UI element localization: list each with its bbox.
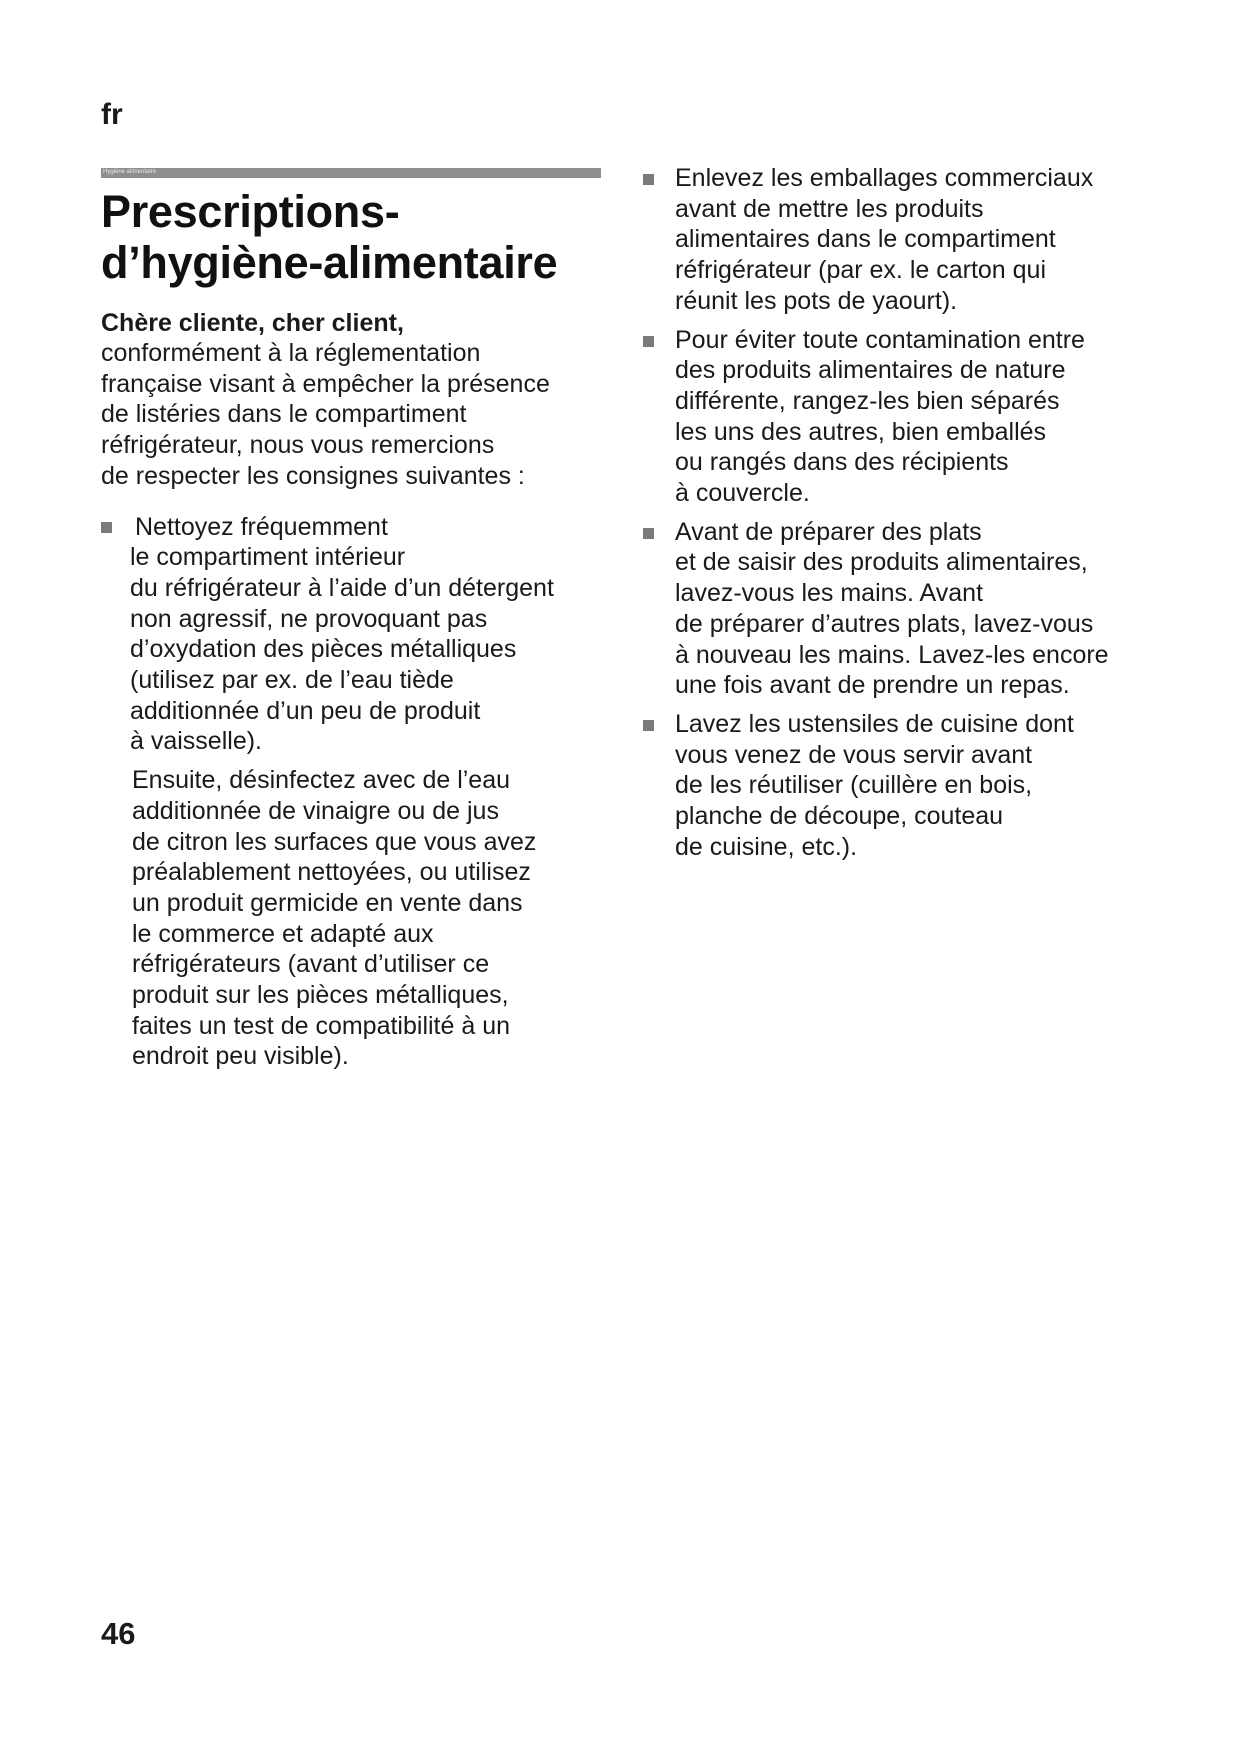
title-line: d’hygiène-alimentaire [101,237,558,288]
list-item-line: de préparer d’autres plats, lavez-vous [675,609,1094,638]
list-item-text [675,325,1141,509]
right-column [643,163,1141,870]
list-item-line: ou rangés dans des récipients [675,448,1009,477]
section-rule-caption: Hygiène alimentaire [103,169,157,175]
list-item-line: réfrigérateur (par ex. le carton qui [675,256,1047,285]
list-item-line: lavez-vous les mains. Avant [675,579,984,608]
list-item-line: planche de découpe, couteau [675,802,1004,831]
intro-line: conformément à la réglementation [101,339,481,367]
list-item [643,517,1141,701]
list-item [101,512,606,1073]
list-item-line: différente, rangez-les bien séparés [675,386,1060,415]
list-item-line: d’oxydation des pièces métalliques [130,635,517,664]
right-bullet-list [643,163,1141,862]
page-title [101,186,606,288]
intro-line: de respecter les consignes suivantes : [101,461,525,490]
paragraph-line: un produit germicide en vente dans [132,888,523,917]
paragraph-line: le commerce et adapté aux [132,919,434,948]
list-item-line: de les réutiliser (cuillère en bois, [675,771,1033,800]
square-bullet-icon [643,528,654,539]
list-item [643,325,1141,509]
square-bullet-icon [643,720,654,731]
list-item-line: à vaisselle). [130,727,262,756]
salutation: Chère cliente, cher client, [101,309,404,337]
list-item-line: le compartiment intérieur [130,543,406,572]
square-bullet-icon [101,522,112,533]
paragraph-line: Ensuite, désinfectez avec de l’eau [132,766,511,795]
list-item-line: à nouveau les mains. Lavez-les encore [675,640,1109,669]
list-item-line: réunit les pots de yaourt). [675,286,958,315]
list-item-line: du réfrigérateur à l’aide d’un détergent [130,573,554,602]
list-item-line: Nettoyez fréquemment [135,512,388,541]
list-item-line: non agressif, ne provoquant pas [130,604,488,633]
list-item-line: et de saisir des produits alimentaires, [675,548,1088,577]
list-item-line: les uns des autres, bien emballés [675,417,1047,446]
left-bullet-list [101,512,606,1073]
paragraph-line: faites un test de compatibilité à un [132,1011,511,1040]
list-item [643,163,1141,317]
list-item-line: de cuisine, etc.). [675,832,858,861]
paragraph-line: produit sur les pièces métalliques, [132,981,509,1010]
list-item-text [675,517,1141,701]
list-item-line: Pour éviter toute contamination entre [675,325,1085,354]
page-number: 46 [101,1616,136,1651]
list-item [643,709,1141,863]
paragraph-line: de citron les surfaces que vous avez [132,827,537,856]
intro-paragraph [101,338,606,492]
intro-line: réfrigérateur, nous vous remercions [101,431,495,460]
intro-line: de listéries dans le compartiment [101,400,467,429]
left-column [101,186,606,1072]
list-item-text [675,163,1141,317]
square-bullet-icon [643,174,654,185]
paragraph-line: préalablement nettoyées, ou utilisez [132,858,531,887]
list-item-line: alimentaires dans le compartiment [675,225,1056,254]
list-item-line: Lavez les ustensiles de cuisine dont [675,709,1074,738]
language-code: fr [101,98,123,131]
paragraph-line: réfrigérateurs (avant d’utiliser ce [132,950,490,979]
list-item-text [675,709,1141,863]
section-rule [101,168,601,178]
list-item-line: Avant de préparer des plats [675,517,982,546]
title-line: Prescriptions- [101,186,400,237]
intro-line: française visant à empêcher la présence [101,369,550,398]
list-item-line: Enlevez les emballages commerciaux [675,164,1094,192]
paragraph-line: additionnée de vinaigre ou de jus [132,796,499,825]
list-item-line: additionnée d’un peu de produit [130,696,481,725]
list-item-line: à couvercle. [675,479,810,508]
list-item-line: vous venez de vous servir avant [675,740,1033,769]
list-item-line: une fois avant de prendre un repas. [675,671,1070,700]
paragraph-line: endroit peu visible). [132,1042,349,1071]
square-bullet-icon [643,336,654,347]
list-item-line: (utilisez par ex. de l’eau tiède [130,666,454,695]
list-item-line: des produits alimentaires de nature [675,356,1066,385]
follow-up-paragraph [132,765,606,1072]
list-item-line: avant de mettre les produits [675,194,984,223]
list-item-text [132,512,606,758]
